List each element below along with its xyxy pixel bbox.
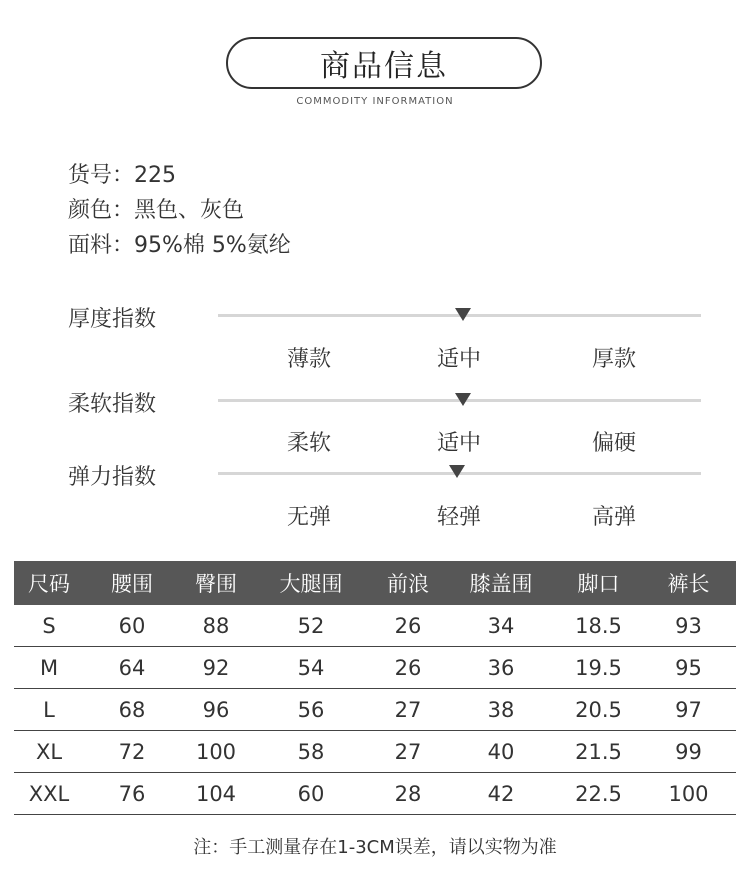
table-cell-knee: 34 xyxy=(446,605,556,647)
table-cell-knee: 42 xyxy=(446,773,556,815)
column-header-size: 尺码 xyxy=(14,561,84,605)
table-cell-size: L xyxy=(14,689,84,731)
elasticity-option-none: 无弹 xyxy=(286,505,331,530)
table-cell-length: 99 xyxy=(641,731,736,773)
table-cell-waist: 68 xyxy=(84,689,180,731)
table-cell-knee: 38 xyxy=(446,689,556,731)
table-cell-length: 97 xyxy=(641,689,736,731)
thickness-option-thick: 厚款 xyxy=(591,347,636,372)
column-header-waist: 腰围 xyxy=(84,561,180,605)
table-cell-knee: 40 xyxy=(446,731,556,773)
table-cell-hip: 88 xyxy=(180,605,252,647)
table-cell-length: 95 xyxy=(641,647,736,689)
item-colors: 颜色：黑色、灰色 xyxy=(68,198,245,223)
table-cell-front-rise: 27 xyxy=(370,731,446,773)
table-cell-length: 93 xyxy=(641,605,736,647)
table-cell-waist: 60 xyxy=(84,605,180,647)
section-subtitle: COMMODITY INFORMATION xyxy=(296,96,454,107)
softness-index-marker xyxy=(455,393,471,406)
table-row xyxy=(14,773,736,815)
table-row xyxy=(14,647,736,689)
size-chart-header-row xyxy=(14,561,736,605)
column-header-knee: 膝盖围 xyxy=(446,561,556,605)
table-cell-leg-opening: 20.5 xyxy=(556,689,641,731)
table-cell-thigh: 56 xyxy=(252,689,370,731)
thickness-option-medium: 适中 xyxy=(436,347,481,372)
column-header-length: 裤长 xyxy=(641,561,736,605)
measurement-note: 注：手工测量存在1-3CM误差，请以实物为准 xyxy=(193,837,557,858)
elasticity-index-marker xyxy=(449,465,465,478)
table-cell-length: 100 xyxy=(641,773,736,815)
table-cell-hip: 92 xyxy=(180,647,252,689)
table-cell-leg-opening: 21.5 xyxy=(556,731,641,773)
table-row xyxy=(14,605,736,647)
section-title: 商品信息 xyxy=(226,37,542,89)
table-cell-thigh: 52 xyxy=(252,605,370,647)
item-number: 货号：225 xyxy=(68,163,176,188)
table-cell-hip: 104 xyxy=(180,773,252,815)
table-cell-knee: 36 xyxy=(446,647,556,689)
table-cell-thigh: 58 xyxy=(252,731,370,773)
elasticity-option-high: 高弹 xyxy=(591,505,636,530)
column-header-leg-opening: 脚口 xyxy=(556,561,641,605)
column-header-thigh: 大腿围 xyxy=(252,561,370,605)
table-cell-waist: 72 xyxy=(84,731,180,773)
thickness-index-label: 厚度指数 xyxy=(68,307,157,332)
table-cell-size: XXL xyxy=(14,773,84,815)
table-cell-thigh: 60 xyxy=(252,773,370,815)
softness-option-hard: 偏硬 xyxy=(591,431,636,456)
column-header-hip: 臀围 xyxy=(180,561,252,605)
table-cell-leg-opening: 19.5 xyxy=(556,647,641,689)
table-cell-leg-opening: 22.5 xyxy=(556,773,641,815)
elasticity-index-label: 弹力指数 xyxy=(68,465,157,490)
softness-option-medium: 适中 xyxy=(436,431,481,456)
table-cell-waist: 64 xyxy=(84,647,180,689)
table-cell-waist: 76 xyxy=(84,773,180,815)
softness-option-soft: 柔软 xyxy=(286,431,331,456)
table-row xyxy=(14,689,736,731)
softness-index-label: 柔软指数 xyxy=(68,392,157,417)
table-cell-size: M xyxy=(14,647,84,689)
thickness-option-thin: 薄款 xyxy=(286,347,331,372)
elasticity-option-light: 轻弹 xyxy=(436,505,481,530)
table-row xyxy=(14,731,736,773)
table-cell-hip: 100 xyxy=(180,731,252,773)
thickness-index-marker xyxy=(455,308,471,321)
table-cell-front-rise: 26 xyxy=(370,605,446,647)
table-cell-hip: 96 xyxy=(180,689,252,731)
item-fabric: 面料：95%棉 5%氨纶 xyxy=(68,233,291,258)
table-cell-front-rise: 28 xyxy=(370,773,446,815)
table-cell-front-rise: 26 xyxy=(370,647,446,689)
table-cell-size: S xyxy=(14,605,84,647)
size-chart-table xyxy=(14,561,736,815)
table-cell-thigh: 54 xyxy=(252,647,370,689)
column-header-front-rise: 前浪 xyxy=(370,561,446,605)
table-cell-leg-opening: 18.5 xyxy=(556,605,641,647)
table-cell-size: XL xyxy=(14,731,84,773)
table-cell-front-rise: 27 xyxy=(370,689,446,731)
